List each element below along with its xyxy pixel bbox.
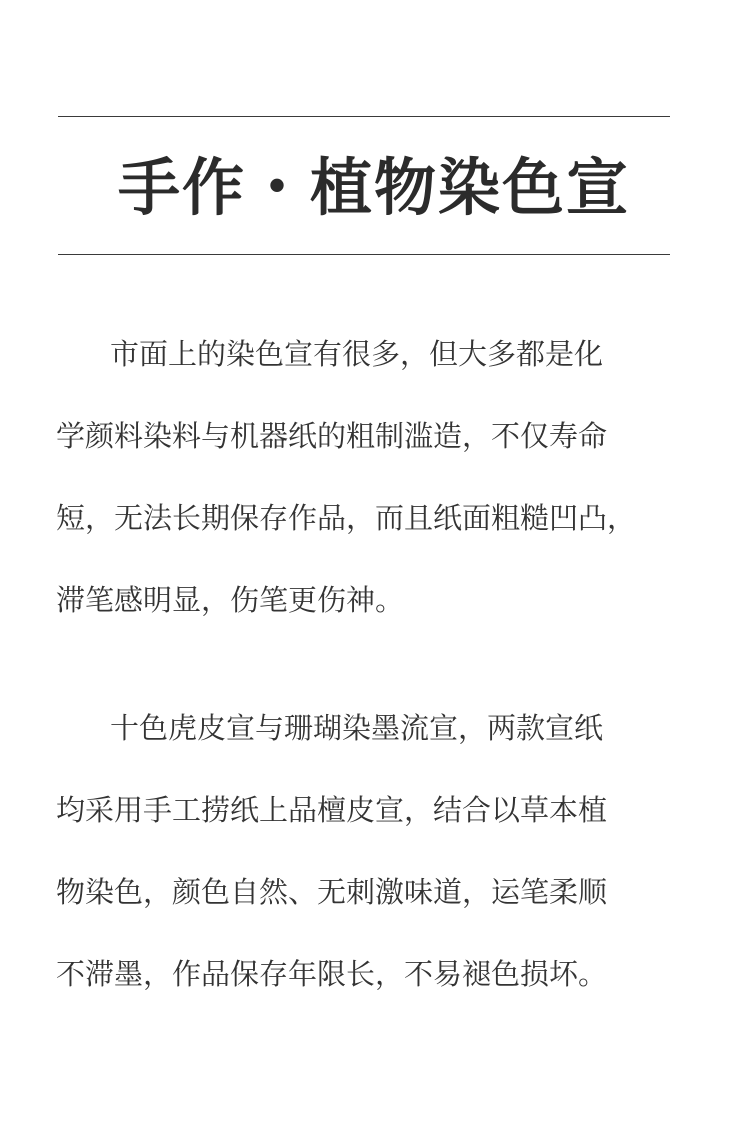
paragraph-line: 学颜料染料与机器纸的粗制滥造，不仅寿命 <box>56 419 608 453</box>
page-title: 手作・植物染色宣 <box>117 151 630 224</box>
title-bottom-divider <box>58 254 670 255</box>
paragraph-line: 短，无法长期保存作品，而且纸面粗糙凹凸， <box>56 501 637 535</box>
title-top-divider <box>58 116 670 117</box>
paragraph-line: 物染色，颜色自然、无刺激味道，运笔柔顺 <box>56 875 608 909</box>
paragraph-line: 不滞墨，作品保存年限长，不易褪色损坏。 <box>56 957 608 991</box>
paragraph-line: 市面上的染色宣有很多，但大多都是化 <box>110 337 604 371</box>
paragraph-line: 十色虎皮宣与珊瑚染墨流宣，两款宣纸 <box>110 711 604 745</box>
paragraph-line: 滞笔感明显，伤笔更伤神。 <box>56 583 405 617</box>
paragraph-intro <box>56 332 696 660</box>
paragraph-product <box>56 706 696 1034</box>
paragraph-line: 均采用手工捞纸上品檀皮宣，结合以草本植 <box>56 793 608 827</box>
